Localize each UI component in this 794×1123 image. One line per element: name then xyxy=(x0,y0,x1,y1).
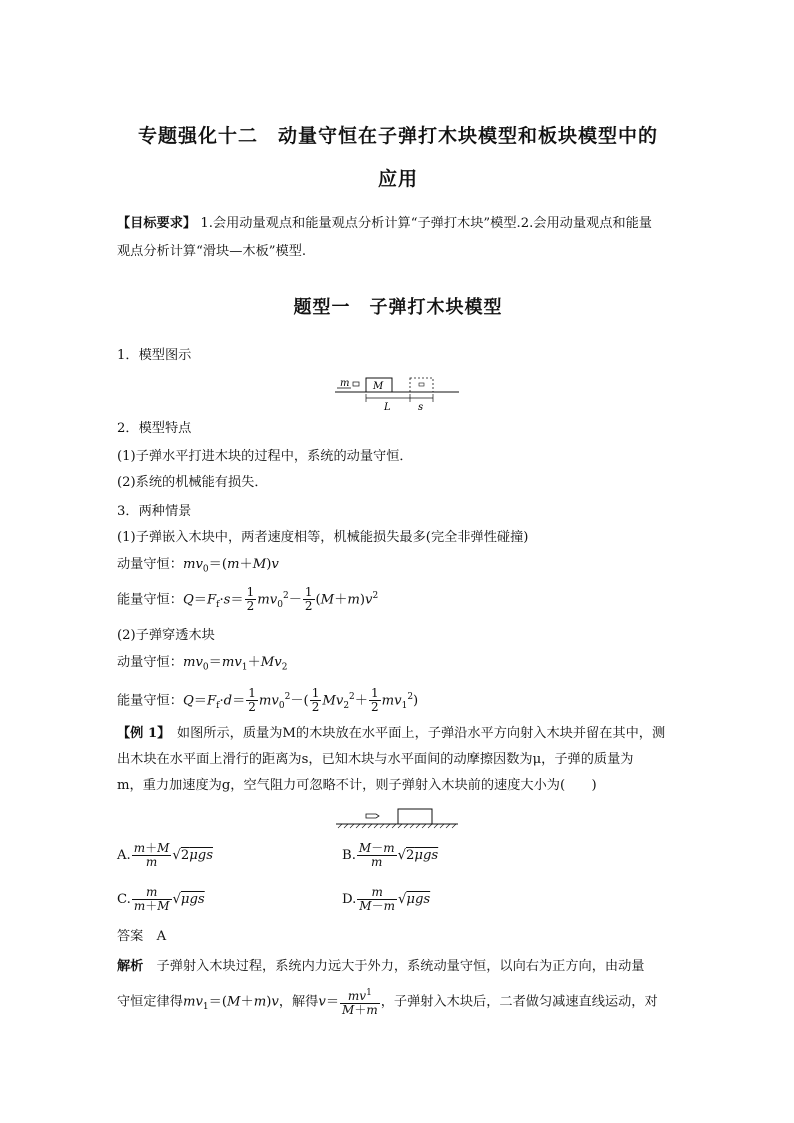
analysis-l2c: ，子弹射入木块后，二者做匀减速直线运动，对 xyxy=(380,994,658,1010)
example-line1: 如图所示，质量为M的木块放在水平面上，子弹沿水平方向射入木块并留在其中，测 xyxy=(163,726,666,741)
item-1: 1．模型图示 xyxy=(117,348,192,363)
answer-label: 答案 xyxy=(117,929,144,944)
option-a-label: A. xyxy=(117,848,131,863)
option-b[interactable]: B. $\frac{M-m}{m}$ √2μgs xyxy=(342,841,439,869)
fig1-s-label: s xyxy=(418,402,424,413)
analysis-l2b: ，解得 xyxy=(278,994,319,1010)
option-a[interactable]: A. $\frac{m+M}{m}$ √2μgs xyxy=(117,841,213,869)
example-figure xyxy=(334,806,460,830)
item-3b: (2)子弹穿透木块 xyxy=(117,628,215,643)
mom-label-2: 动量守恒： xyxy=(117,655,183,670)
energy-label-1: 能量守恒： xyxy=(117,592,183,608)
item-2b: (2)系统的机械能有损失． xyxy=(117,475,268,490)
momentum-eq1: 动量守恒：$mv_0=(m+M)v$ xyxy=(117,557,279,575)
example-1 xyxy=(117,721,679,799)
fig1-m-label: m xyxy=(340,378,350,389)
fig1-M-label: M xyxy=(373,381,384,392)
item-2a: (1)子弹水平打进木块的过程中，系统的动量守恒． xyxy=(117,449,413,464)
page-title-cont: 应用 xyxy=(377,168,418,190)
page-title: 专题强化十二 动量守恒在子弹打木块模型和板块模型中的 xyxy=(137,125,658,147)
option-b-label: B. xyxy=(342,848,356,863)
energy-eq1: 能量守恒：$Q=F_f\cdot s=$ $\frac{1}{2}$ $mv_0^2-$ $\frac{1}{2}$ $(M+m)v^2$ xyxy=(117,585,379,614)
example-tag: 【例 1】 xyxy=(117,726,164,741)
example-line3: m，重力加速度为g，空气阻力可忽略不计，则子弹射入木块前的速度大小为( ) xyxy=(117,778,597,793)
analysis-line1: 子弹射入木块过程，系统内力远大于外力，系统动量守恒，以向右为正方向，由动量 xyxy=(143,959,645,974)
section-title: 题型一 子弹打木块模型 xyxy=(293,297,503,318)
analysis-line2: 守恒定律得$mv_1=(M+m)v$，解得v＝ $\frac{mv^1}{M+m}$ ，子弹射入木块后，二者做匀减速直线运动，对 xyxy=(117,988,658,1017)
analysis-label: 解析 xyxy=(117,959,144,974)
item-3a: (1)子弹嵌入木块中，两者速度相等，机械能损失最多(完全非弹性碰撞) xyxy=(117,530,529,545)
goals-line1 xyxy=(117,214,679,234)
option-c-label: C. xyxy=(117,892,131,907)
energy-label-2: 能量守恒： xyxy=(117,693,183,709)
option-d[interactable]: D. $\frac{m}{M-m}$ √μgs xyxy=(342,885,431,913)
option-d-label: D. xyxy=(342,892,357,907)
momentum-eq2: 动量守恒：$mv_0=mv_1+Mv_2$ xyxy=(117,655,288,673)
goals-line2: 观点分析计算“滑块—木板”模型. xyxy=(117,244,307,259)
goals-text1: 1.会用动量观点和能量观点分析计算“子弹打木块”模型.2.会用动量观点和能量 xyxy=(200,216,652,231)
fig1-L-label: L xyxy=(384,402,391,413)
energy-eq2: 能量守恒：$Q=F_f\cdot d=$ $\frac{1}{2}$ $mv_0^2-$( $\frac{1}{2}$ $Mv_2^2+$ $\frac{1}{2}$ $mv_1^2$) xyxy=(117,686,419,715)
goals-tag: 【目标要求】 xyxy=(117,216,197,231)
mom-label-1: 动量守恒： xyxy=(117,557,183,572)
item-2: 2．模型特点 xyxy=(117,421,192,436)
example-line2: 出木块在水平面上滑行的距离为s，已知木块与水平面间的动摩擦因数为μ，子弹的质量为 xyxy=(117,752,634,767)
item-3: 3．两种情景 xyxy=(117,504,192,519)
model-figure xyxy=(333,372,463,414)
answer xyxy=(117,927,679,947)
option-c[interactable]: C. $\frac{m}{m+M}$ √μgs xyxy=(117,885,205,913)
analysis-l2a: 守恒定律得 xyxy=(117,994,183,1010)
answer-value: A xyxy=(156,929,167,944)
analysis xyxy=(117,953,679,1021)
